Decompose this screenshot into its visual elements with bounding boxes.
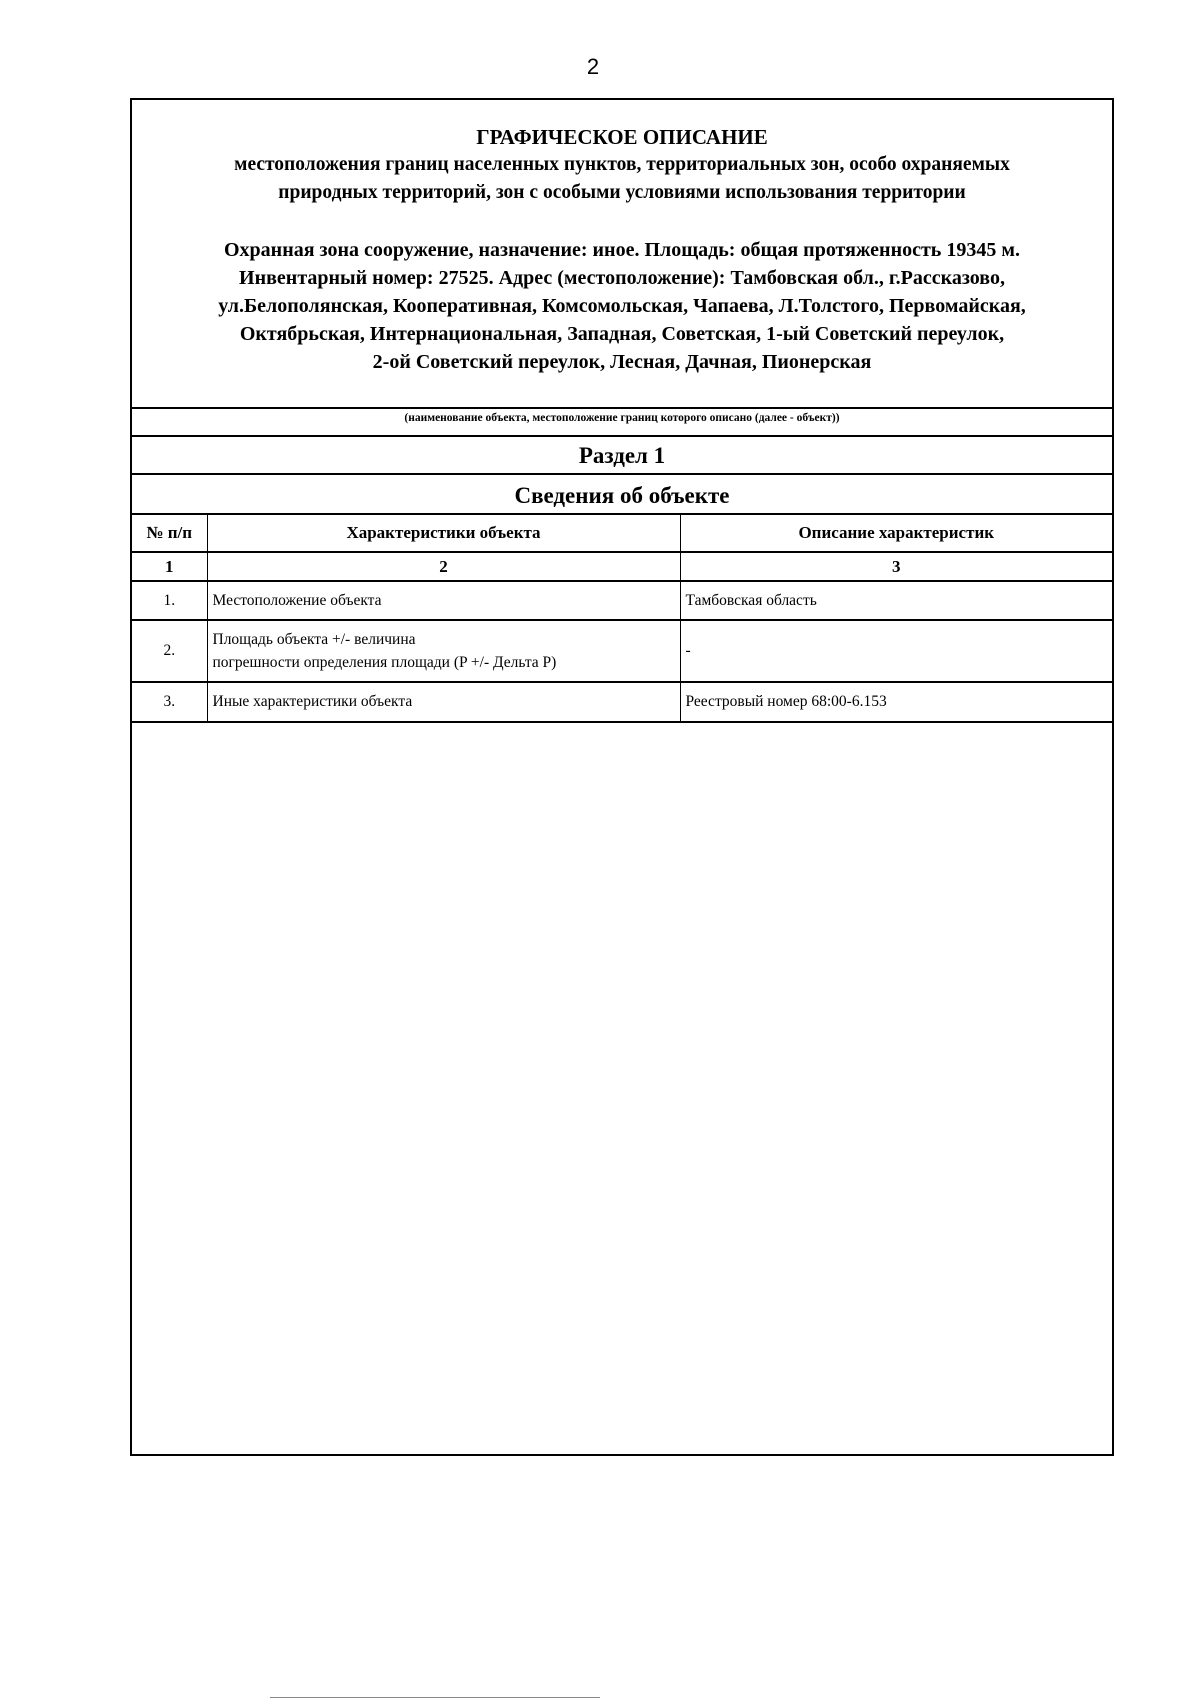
object-description xyxy=(132,236,1112,376)
column-header-description: Описание характеристик xyxy=(680,515,1112,552)
row-description: Тамбовская область xyxy=(680,581,1112,620)
row-characteristic-line-1: Площадь объекта +/- величина xyxy=(212,631,416,648)
column-header-characteristic: Характеристики объекта xyxy=(207,515,680,552)
row-characteristic xyxy=(207,620,680,682)
table-row xyxy=(132,581,1112,620)
row-description: Реестровый номер 68:00-6.153 xyxy=(680,682,1112,722)
section-label: Раздел 1 xyxy=(132,437,1112,475)
object-description-line-1: Охранная зона сооружение, назначение: иное. Площадь: общая протяженность 19345 м. xyxy=(224,239,1020,261)
row-number: 2. xyxy=(132,620,207,682)
document-header xyxy=(132,100,1112,403)
document-subtitle-line-1: местоположения границ населенных пунктов, территориальных зон, особо охраняемых xyxy=(234,154,1010,175)
document-subtitle-line-2: природных территорий, зон с особыми условиями использования территории xyxy=(278,182,966,203)
row-number: 3. xyxy=(132,682,207,722)
object-description-line-3: ул.Белополянская, Кооперативная, Комсомольская, Чапаева, Л.Толстого, Первомайская, xyxy=(218,295,1026,317)
column-number-1: 1 xyxy=(132,552,207,581)
object-description-line-4: Октябрьская, Интернациональная, Западная, Советская, 1-ый Советский переулок, xyxy=(239,323,1005,345)
column-number-2: 2 xyxy=(207,552,680,581)
object-properties-table xyxy=(132,515,1112,723)
column-number-3: 3 xyxy=(680,552,1112,581)
table-row xyxy=(132,682,1112,722)
document-title: ГРАФИЧЕСКОЕ ОПИСАНИЕ xyxy=(476,125,768,149)
page-number: 2 xyxy=(586,54,600,79)
table-column-number-row xyxy=(132,552,1112,581)
scan-artifact-line xyxy=(270,1697,600,1700)
row-characteristic-line-2: погрешности определения площади (P +/- Дельта P) xyxy=(212,654,557,671)
table-header-row xyxy=(132,515,1112,552)
section-title: Сведения об объекте xyxy=(132,475,1112,515)
row-characteristic: Иные характеристики объекта xyxy=(207,682,680,722)
row-characteristic: Местоположение объекта xyxy=(207,581,680,620)
row-number: 1. xyxy=(132,581,207,620)
object-name-note: (наименование объекта, местоположение границ которого описано (далее - объект)) xyxy=(132,407,1112,437)
document-frame xyxy=(130,98,1114,1456)
column-header-number: № п/п xyxy=(132,515,207,552)
object-description-line-5: 2-ой Советский переулок, Лесная, Дачная, Пионерская xyxy=(372,351,872,373)
row-description: - xyxy=(680,620,1112,682)
table-row xyxy=(132,620,1112,682)
object-description-line-2: Инвентарный номер: 27525. Адрес (местоположение): Тамбовская обл., г.Рассказово, xyxy=(239,267,1005,289)
